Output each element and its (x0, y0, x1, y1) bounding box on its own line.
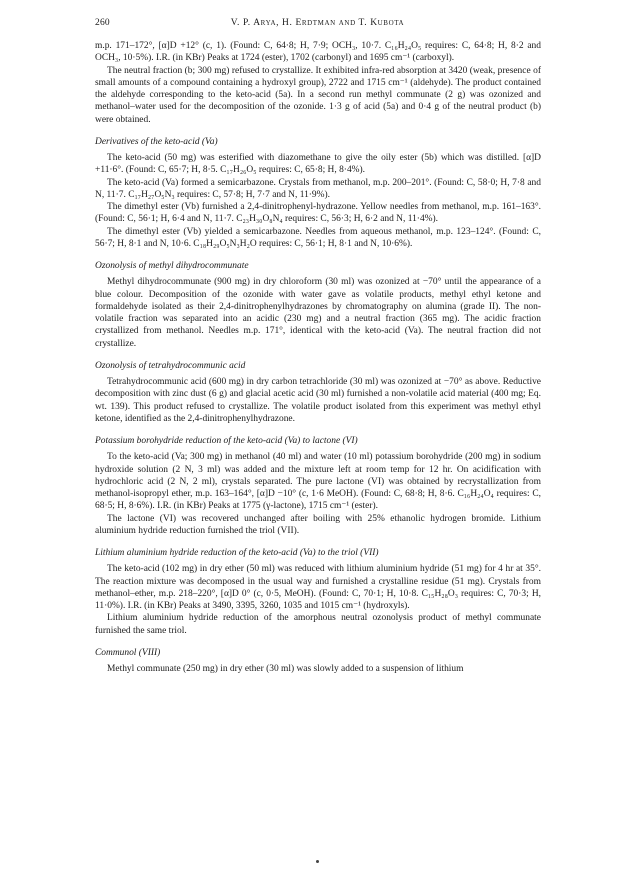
page-header (95, 18, 540, 32)
page-mark (316, 860, 319, 863)
section-heading: Derivatives of the keto-acid (Va) (95, 136, 218, 147)
section-heading: Ozonolysis of methyl dihydrocommunate (95, 261, 249, 271)
paragraph: The keto-acid (50 mg) was esterified with diazomethane to give the oily ester (5b) which was distilled. [α]D +11·6°. (Found: C, 65·7; H, 8·5. C₁₇H₂₆O₅ requires: C, 65·8; H, 8·4%). (95, 153, 541, 176)
paragraph: Lithium aluminium hydride reduction of the amorphous neutral ozonolysis product of methyl communate furnished the same triol. (95, 613, 541, 636)
section (95, 360, 541, 425)
paragraph: The keto-acid (102 mg) in dry ether (50 ml) was reduced with lithium aluminium hydride (51 mg) for 4 hr at 35°. The reaction mixture was decomposed in the usual way and furnished a crystalline residue (51 mg). Crystals from methanol–ether, m.p. 218–220°, [α]D 0° (c, 0·5, MeOH). (Found: C, 70·1; H, 10·8. C₁₅H₂₈O₃ requires: C, 70·3; H, 11·0%). I.R. (in KBr) Peaks at 3490, 3395, 3260, 1035 and 1015 cm⁻¹ (hydroxyls). (95, 564, 541, 611)
paragraph: To the keto-acid (Va; 300 mg) in methanol (40 ml) and water (10 ml) potassium borohydride (200 mg) in sodium hydroxide solution (2 N, 3 ml) was added and the mixture left at room temp for 12 hr. On acidification with hydrochloric acid (2 N, 2 ml), crystals separated. The pure lactone (VI) was obtained by recrystallization from methanol-isopropyl ether, m.p. 163–164°, [α]D −10° (c, 1·6 MeOH). (Found: C, 68·8; H, 8·6. C₁₆H₂₄O₄ requires: C, 68·5; H, 8·6%). I.R. (in KBr) Peaks at 1775 (γ-lactone), 1715 cm⁻¹ (ester). (95, 452, 541, 512)
section (95, 547, 541, 637)
section-heading: Ozonolysis of tetrahydrocommunic acid (95, 360, 246, 371)
section-heading: Potassium borohydride reduction of the keto-acid (Va) to lactone (VI) (95, 436, 358, 446)
running-head: V. P. Arya, H. Erdtman and T. Kubota (230, 18, 405, 28)
section (95, 136, 541, 250)
paragraph: m.p. 171–172°, [α]D +12° (c, 1). (Found: C, 64·8; H, 7·9; OCH₃, 10·7. C₁₆H₂₄O₅ requires: C, 64·8; H, 8·2 and OCH₃, 10·5%). I.R. (in KBr) Peaks at 1724 (ester), 1702 (carbonyl) and 1695 cm⁻¹ (carboxyl). (95, 41, 541, 64)
paragraph: Methyl communate (250 mg) in dry ether (30 ml) was slowly added to a suspension of lithium (107, 664, 464, 674)
section (95, 435, 541, 537)
paragraph: The lactone (VI) was recovered unchanged after boiling with 25% ethanolic hydrogen bromide. Lithium aluminium hydride reduction furnished the triol (VII). (95, 513, 541, 536)
section (95, 40, 541, 126)
paragraph: The neutral fraction (b; 300 mg) refused to crystallize. It exhibited infra-red absorption at 3420 (weak, presence of small amounts of a compound containing a hydroxyl group), 2722 and 1715 cm⁻¹ (aldehyde). The product contained the aldehyde corresponding to the keto-acid (5a). In a second run methyl communate (2 g) was ozonized and methanol–water used for the decomposition of the ozonide. 1·3 g of acid (5a) and 0·4 g of the neutral product (b) were obtained. (95, 65, 541, 125)
paragraph: Methyl dihydrocommunate (900 mg) in dry chloroform (30 ml) was ozonized at −70° until the appearance of a blue colour. Decomposition of the ozonide with water gave as volatile products, methyl ethyl ketone and formaldehyde isolated as their 2,4-dinitrophenylhydrazones by chromatography on alumina (grade II). The non-volatile fraction was separated into an acidic (230 mg) and a neutral fraction (365 mg). The acidic fraction crystallized from methanol. Needles m.p. 171°, identical with the keto-acid (Va). The neutral fraction did not crystallize. (95, 277, 541, 349)
section-heading: Communol (VIII) (95, 647, 161, 658)
article-body (95, 40, 541, 675)
section (95, 260, 541, 350)
section (95, 647, 541, 676)
paragraph: Tetrahydrocommunic acid (600 mg) in dry carbon tetrachloride (30 ml) was ozonized at −70° as above. Reductive decomposition with zinc dust (6 g) and glacial acetic acid (30 ml) furnished a non-volatile acid material (400 mg; Eq. wt. 139). This product refused to crystallize. The volatile product isolated from this experiment was methyl ethyl ketone, identified as the 2,4-dinitrophenylhydrazone. (95, 377, 541, 424)
paragraph: The keto-acid (Va) formed a semicarbazone. Crystals from methanol, m.p. 200–201°. (Found: C, 58·0; H, 7·8 and N, 11·7. C₁₇H₂₇O₅N₃ requires: C, 57·8; H, 7·7 and N, 11·9%). (95, 177, 541, 200)
paragraph: The dimethyl ester (Vb) yielded a semicarbazone. Needles from aqueous methanol, m.p. 123–124°. (Found: C, 56·7; H, 8·1 and N, 10·6. C₁₈H₂₉O₅N₃H₂O requires: C, 56·1; H, 8·1 and N, 10·6%). (95, 226, 541, 249)
page-number: 260 (95, 18, 110, 28)
paragraph: The dimethyl ester (Vb) furnished a 2,4-dinitrophenyl-hydrazone. Yellow needles from methanol, m.p. 161–163°. (Found: C, 56·1; H, 6·4 and N, 11·7. C₂₃H₃₀O₈N₄ requires: C, 56·3; H, 6·2 and N, 11·4%). (95, 202, 541, 225)
section-heading: Lithium aluminium hydride reduction of the keto-acid (Va) to the triol (VII) (95, 548, 379, 558)
